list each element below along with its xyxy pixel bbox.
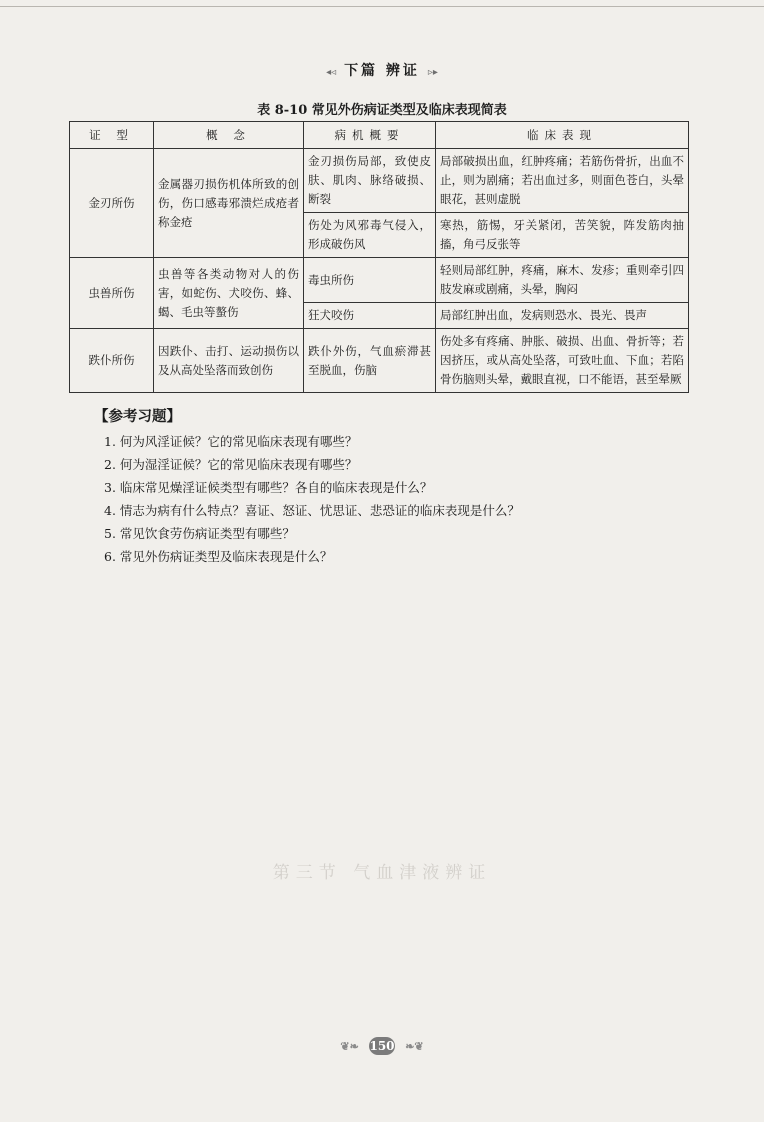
mechanism-cell: 跌仆外伤，气血瘀滞甚至脱血，伤脑 xyxy=(304,329,436,393)
list-item: 2. 何为湿淫证候？它的常见临床表现有哪些？ xyxy=(104,457,358,472)
manifestation-cell: 轻则局部红肿，疼痛，麻木、发疹；重则牵引四肢发麻或剧痛，头晕，胸闷 xyxy=(436,258,689,303)
running-header xyxy=(0,60,764,80)
list-item: 1. 何为风淫证候？它的常见临床表现有哪些？ xyxy=(104,434,358,449)
concept-cell: 虫兽等各类动物对人的伤害，如蛇伤、犬咬伤、蜂、蝎、毛虫等螯伤 xyxy=(154,258,304,329)
list-item: 4. 情志为病有什么特点？喜证、怒证、忧思证、悲恐证的临床表现是什么？ xyxy=(104,503,520,518)
reference-heading: 【参考习题】 xyxy=(94,408,181,425)
mechanism-cell: 毒虫所伤 xyxy=(304,258,436,303)
footer-right-ornament: ❧❦ xyxy=(405,1040,424,1053)
page-footer xyxy=(0,1037,764,1055)
table-row xyxy=(70,329,689,393)
manifestation-cell: 寒热，筋惕，牙关紧闭，苦笑貌，阵发筋肉抽搐，角弓反张等 xyxy=(436,213,689,258)
header-concept: 概 念 xyxy=(154,122,304,149)
syndrome-type-cell: 跌仆所伤 xyxy=(70,329,154,393)
list-item: 5. 常见饮食劳伤病证类型有哪些？ xyxy=(104,526,295,541)
concept-cell: 金属器刃损伤机体所致的创伤，伤口感毒邪溃烂成疮者称金疮 xyxy=(154,149,304,258)
mechanism-cell: 金刃损伤局部，致使皮肤、肌肉、脉络破损、断裂 xyxy=(304,149,436,213)
page-number: 150 xyxy=(369,1039,395,1053)
injury-table xyxy=(69,121,689,393)
table-header-row xyxy=(70,122,689,149)
bleed-through-title: 第三节 气血津液辨证 xyxy=(272,863,492,883)
table-row xyxy=(70,258,689,303)
header-mechanism: 病机概要 xyxy=(304,122,436,149)
manifestation-cell: 伤处多有疼痛、肿胀、破损、出血、骨折等；若因挤压，或从高处坠落，可致吐血、下血；若陷骨伤脑则头晕，戴眼直视，口不能语，甚至晕厥 xyxy=(436,329,689,393)
syndrome-type-cell: 金刃所伤 xyxy=(70,149,154,258)
table-row xyxy=(70,149,689,213)
concept-cell: 因跌仆、击打、运动损伤以及从高处坠落而致创伤 xyxy=(154,329,304,393)
header-right-ornament: ▹▸ xyxy=(427,67,438,78)
footer-left-ornament: ❦❧ xyxy=(340,1040,359,1053)
mechanism-cell: 伤处为风邪毒气侵入，形成破伤风 xyxy=(304,213,436,258)
list-item: 6. 常见外伤病证类型及临床表现是什么？ xyxy=(104,549,333,564)
header-manifestation: 临床表现 xyxy=(436,122,689,149)
question-list xyxy=(104,430,520,568)
header-left-ornament: ◂◃ xyxy=(326,67,337,78)
top-rule xyxy=(0,6,764,7)
table-caption: 表 8-10 常见外伤病证类型及临床表现简表 xyxy=(257,103,507,118)
manifestation-cell: 局部红肿出血，发病则恐水、畏光、畏声 xyxy=(436,303,689,329)
header-syndrome-type: 证 型 xyxy=(70,122,154,149)
syndrome-type-cell: 虫兽所伤 xyxy=(70,258,154,329)
list-item: 3. 临床常见燥淫证候类型有哪些？各自的临床表现是什么？ xyxy=(104,480,433,495)
header-title: 下篇 辨证 xyxy=(344,63,420,79)
manifestation-cell: 局部破损出血，红肿疼痛；若筋伤骨折，出血不止，则为剧痛；若出血过多，则面色苍白，头晕眼花，甚则虚脱 xyxy=(436,149,689,213)
mechanism-cell: 狂犬咬伤 xyxy=(304,303,436,329)
